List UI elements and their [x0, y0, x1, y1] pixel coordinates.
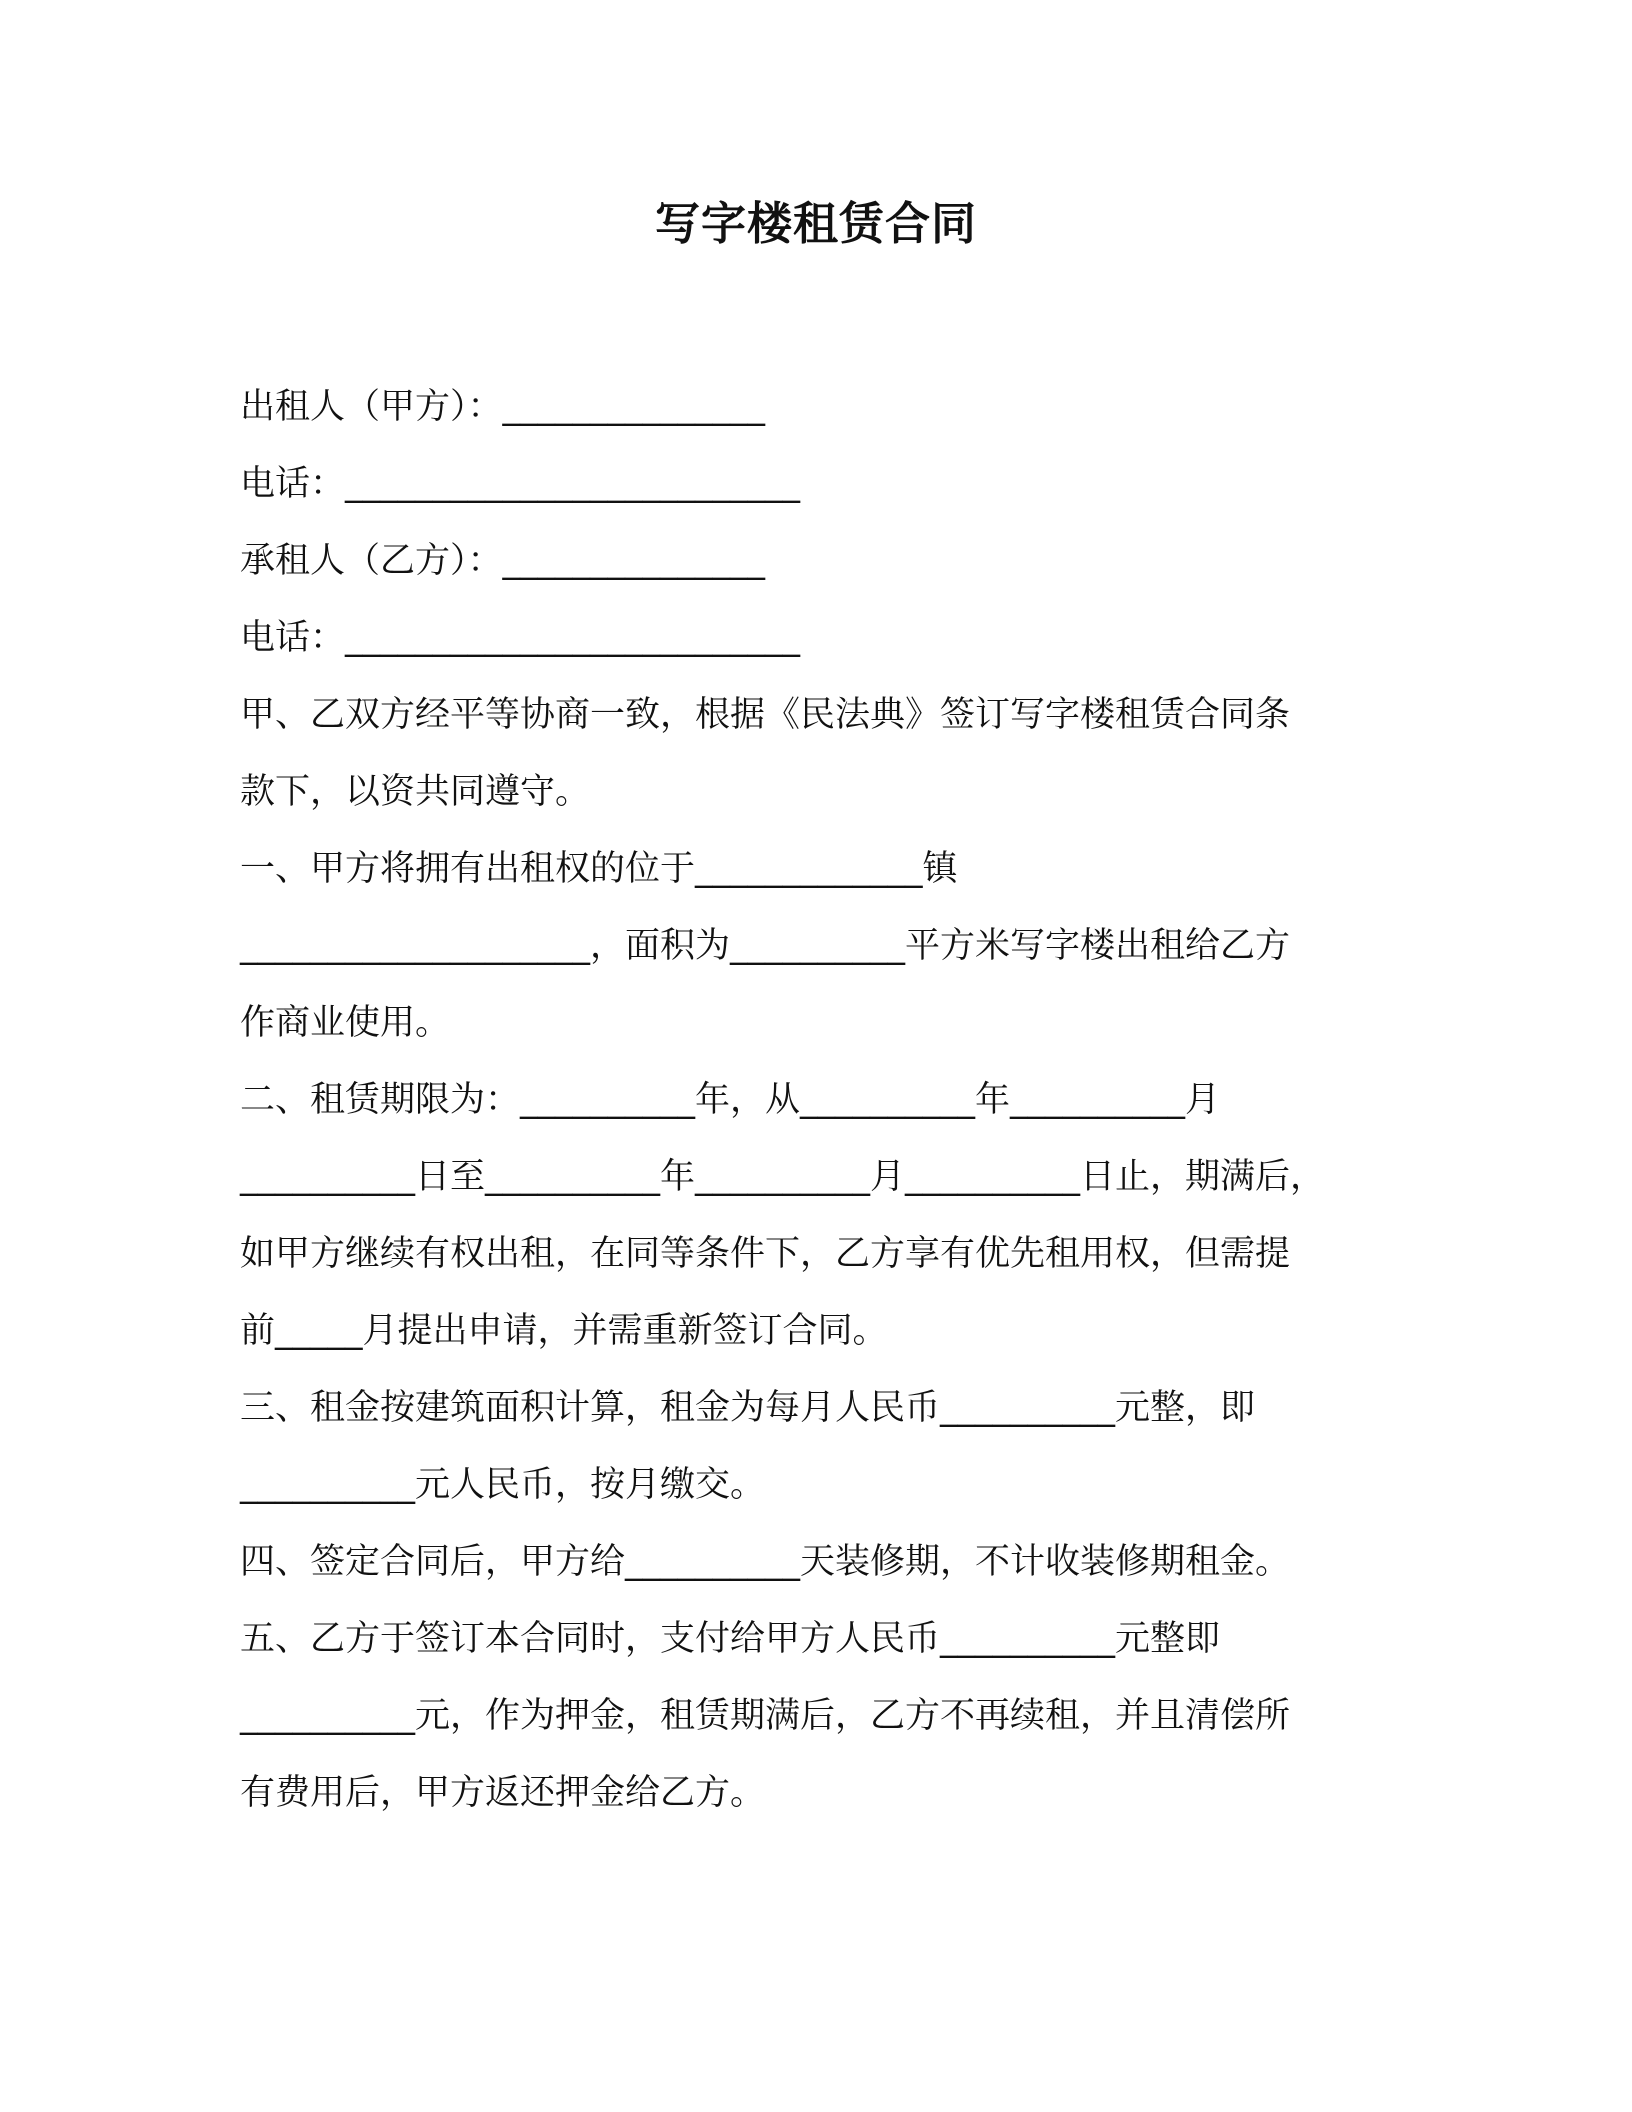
lessee-line: 承租人（乙方）：_______________: [240, 541, 766, 581]
preamble-line-1: 甲、乙双方经平等协商一致，根据《民法典》签订写字楼租赁合同条: [240, 695, 1291, 735]
preamble-line-2: 款下，以资共同遵守。: [240, 772, 591, 812]
clause-5-line-2: __________元，作为押金，租赁期满后，乙方不再续租，并且清偿所: [240, 1696, 1291, 1736]
document-title: 写字楼租赁合同: [654, 197, 977, 250]
clause-2-line-4: 前_____月提出申请，并需重新签订合同。: [240, 1311, 888, 1351]
lessor-phone-line: 电话：__________________________: [240, 464, 801, 504]
clause-5-line-3: 有费用后，甲方返还押金给乙方。: [240, 1773, 766, 1813]
clause-1-line-3: 作商业使用。: [240, 1003, 451, 1043]
clause-5-line-1: 五、乙方于签订本合同时，支付给甲方人民币__________元整即: [240, 1619, 1221, 1659]
lessor-line: 出租人（甲方）：_______________: [240, 387, 766, 427]
clause-3-line-1: 三、租金按建筑面积计算，租金为每月人民币__________元整，即: [240, 1388, 1256, 1428]
clause-2-line-3: 如甲方继续有权出租，在同等条件下，乙方享有优先租用权，但需提: [240, 1234, 1291, 1274]
clause-3-line-2: __________元人民币，按月缴交。: [240, 1465, 766, 1505]
contract-body: [240, 369, 1440, 1832]
clause-1-line-1: 一、甲方将拥有出租权的位于_____________镇: [240, 849, 958, 889]
clause-2-line-1: 二、租赁期限为：__________年，从__________年__________月: [240, 1080, 1221, 1120]
clause-2-line-2: __________日至__________年__________月__________日止，期满后，: [240, 1157, 1326, 1197]
clause-1-line-2: ____________________，面积为__________平方米写字楼出租给乙方: [240, 926, 1291, 966]
lessee-phone-line: 电话：__________________________: [240, 618, 801, 658]
clause-4-line-1: 四、签定合同后，甲方给__________天装修期，不计收装修期租金。: [240, 1542, 1291, 1582]
